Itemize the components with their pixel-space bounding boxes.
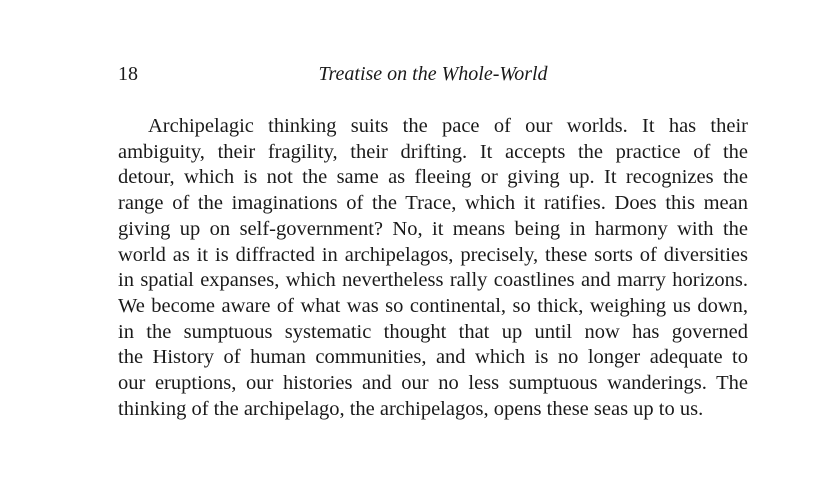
paragraph-line: range of the imaginations of the Trace, which it ratifies. Does this mean [118, 192, 748, 215]
paragraph-line: in the sumptuous systematic thought that up until now has governed [118, 320, 748, 343]
paragraph-line: thinking of the archipelago, the archipelagos, opens these seas up to us. [118, 397, 704, 420]
body-paragraph [118, 114, 748, 422]
paragraph-line: We become aware of what was so continental, so thick, weighing us down, [118, 294, 748, 317]
paragraph-line: giving up on self-government? No, it means being in harmony with the [118, 217, 748, 240]
paragraph-line: world as it is diffracted in archipelagos, precisely, these sorts of diversities [118, 243, 748, 266]
running-title: Treatise on the Whole-World [318, 63, 548, 85]
paragraph-line: in spatial expanses, which nevertheless rally coastlines and marry horizons. [118, 269, 748, 292]
paragraph-line: detour, which is not the same as fleeing or giving up. It recognizes the [118, 166, 748, 189]
paragraph-line: ambiguity, their fragility, their drifting. It accepts the practice of the [118, 140, 748, 163]
page-number: 18 [118, 63, 138, 85]
paragraph-line: Archipelagic thinking suits the pace of our worlds. It has their [148, 115, 748, 137]
paragraph-line: the History of human communities, and which is no longer adequate to [118, 346, 748, 369]
paragraph-line: our eruptions, our histories and our no less sumptuous wanderings. The [118, 372, 748, 395]
